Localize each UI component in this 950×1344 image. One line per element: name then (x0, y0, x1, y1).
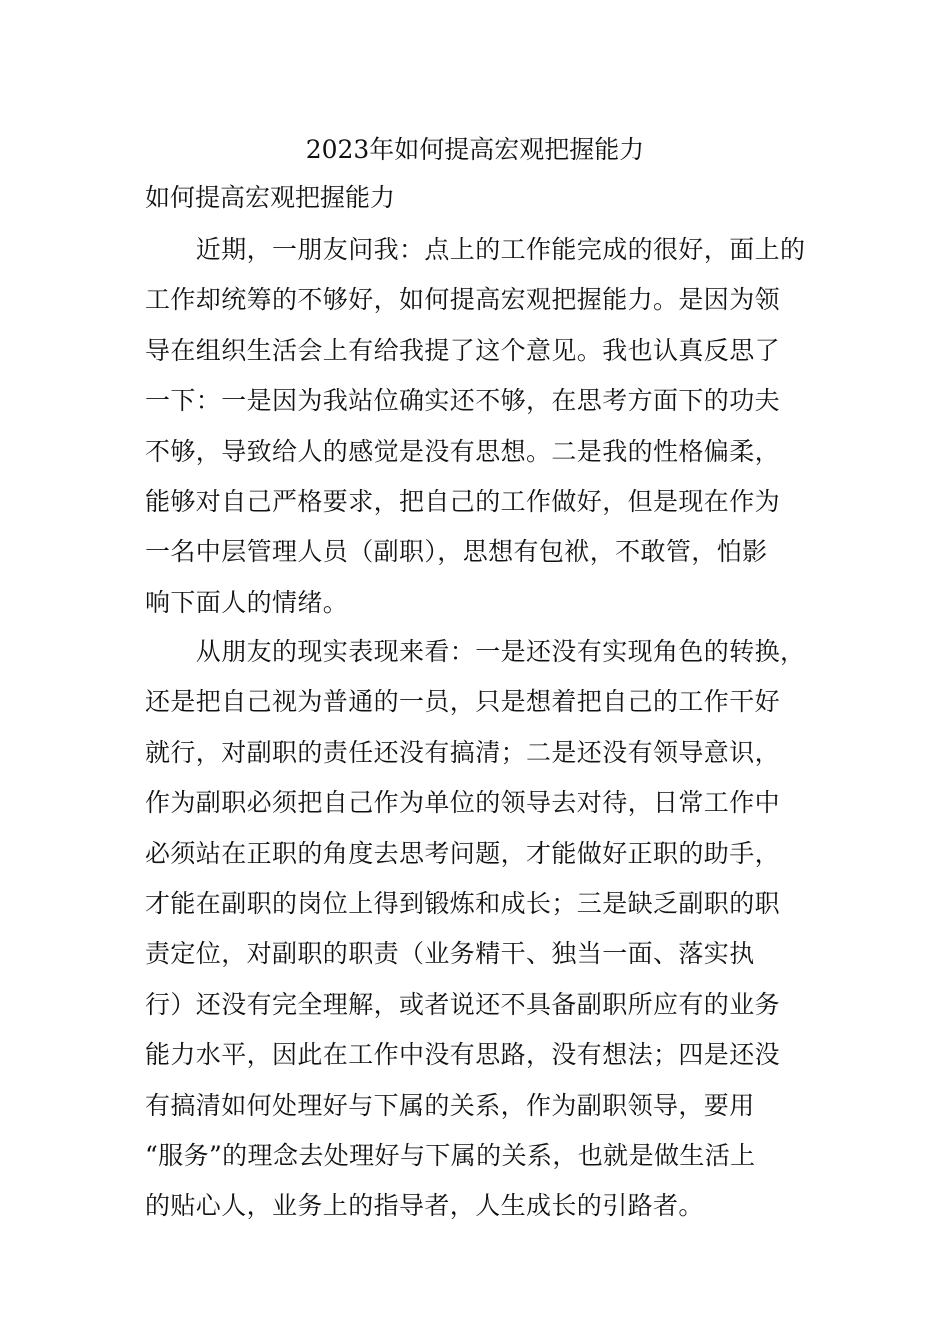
paragraph-line: 作为副职必须把自己作为单位的领导去对待，日常工作中 (145, 788, 781, 818)
paragraph-line: 响下面人的情绪。 (145, 587, 349, 617)
paragraph-line: 能够对自己严格要求，把自己的工作做好，但是现在作为 (145, 486, 781, 516)
paragraph-line: 从朋友的现实表现来看：一是还没有实现角色的转换， (145, 637, 806, 666)
paragraph-line: 的贴心人，业务上的指导者，人生成长的引路者。 (145, 1191, 704, 1221)
paragraph-line: 一名中层管理人员（副职），思想有包袱，不敢管，怕影 (145, 537, 768, 567)
paragraph-line: 才能在副职的岗位上得到锻炼和成长；三是缺乏副职的职 (145, 888, 781, 918)
paragraph-line: 能力水平，因此在工作中没有思路，没有想法；四是还没 (145, 1040, 781, 1070)
paragraph-line: 近期，一朋友问我：点上的工作能完成的很好，面上的 (145, 235, 806, 264)
document-title: 2023年如何提高宏观把握能力 (305, 135, 645, 164)
paragraph-line: 必须站在正职的角度去思考问题，才能做好正职的助手， (145, 838, 781, 868)
paragraph-line: 有搞清如何处理好与下属的关系，作为副职领导，要用 (145, 1090, 755, 1120)
paragraph-1 (145, 232, 825, 635)
paragraph-line: 工作却统筹的不够好，如何提高宏观把握能力。是因为领 (145, 285, 781, 315)
paragraph-line: 行）还没有完全理解，或者说还不具备副职所应有的业务 (145, 989, 781, 1019)
paragraph-line: 不够，导致给人的感觉是没有思想。二是我的性格偏柔， (145, 436, 781, 466)
document-subtitle: 如何提高宏观把握能力 (145, 183, 396, 212)
paragraph-line: 还是把自己视为普通的一员，只是想着把自己的工作干好 (145, 687, 781, 717)
paragraph-line: 责定位，对副职的职责（业务精干、独当一面、落实执 (145, 939, 755, 969)
paragraph-line: 导在组织生活会上有给我提了这个意见。我也认真反思了 (145, 335, 781, 365)
paragraph-2 (145, 634, 825, 1239)
paragraph-line: 一下：一是因为我站位确实还不够，在思考方面下的功夫 (145, 386, 781, 416)
paragraph-line: 就行，对副职的责任还没有搞清；二是还没有领导意识， (145, 737, 781, 767)
paragraph-line: “服务”的理念去处理好与下属的关系，也就是做生活上 (145, 1140, 756, 1170)
